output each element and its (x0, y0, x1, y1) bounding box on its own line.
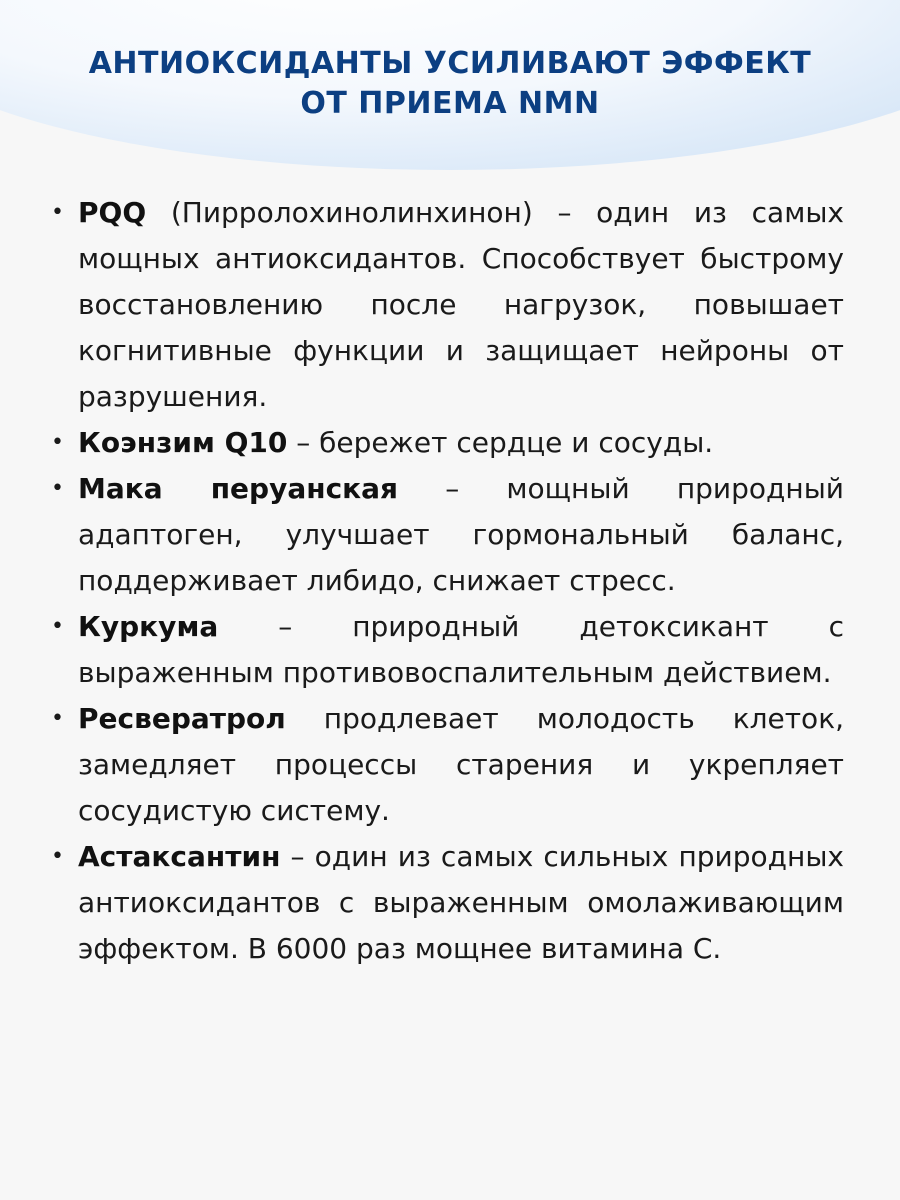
item-term: Коэнзим Q10 (78, 426, 288, 459)
bullet-icon: • (51, 844, 64, 869)
item-description: продлевает молодость клеток, замедляет процессы старения и укрепляет сосудистую систему. (78, 702, 844, 827)
item-description: – мощный природный адаптоген, улучшает гормональный баланс, поддерживает либидо, снижает стресс. (78, 472, 845, 597)
bullet-icon: • (51, 614, 64, 639)
item-description: – природный детоксикант с выраженным противовоспалительным действием. (78, 610, 844, 689)
item-description: – один из самых сильных природных антиоксидантов с выраженным омолаживающим эффектом. В 6000 раз мощнее витамина С. (78, 840, 844, 965)
item-description: – бережет сердце и сосуды. (287, 426, 714, 459)
list-item-resveratrol (51, 696, 844, 834)
bullet-icon: • (51, 200, 64, 225)
list-item-astaxanthin (51, 834, 844, 972)
page-title-line-1: АНТИОКСИДАНТЫ УСИЛИВАЮТ ЭФФЕКТ (88, 46, 812, 81)
list-item-maca (51, 466, 845, 604)
bullet-icon: • (51, 476, 64, 501)
item-term: Мака перуанская (78, 472, 399, 505)
item-term: Куркума (78, 610, 219, 643)
item-description: (Пирролохинолинхинон) – один из самых мощных антиоксидантов. Способствует быстрому восстановлению после нагрузок, повышает когнитивные функции и защищает нейроны от разрушения. (78, 196, 844, 413)
list-item-pqq (51, 190, 844, 420)
page-title (0, 44, 900, 124)
item-term: Ресвератрол (78, 702, 286, 735)
antioxidant-list (51, 190, 845, 972)
item-term: Астаксантин (78, 840, 281, 873)
item-term: PQQ (78, 196, 147, 229)
page-title-line-2: ОТ ПРИЕМА NMN (300, 86, 600, 121)
list-item-turmeric (51, 604, 844, 696)
list-item-coenzyme-q10 (51, 420, 844, 466)
bullet-icon: • (51, 706, 64, 731)
bullet-icon: • (51, 430, 64, 455)
